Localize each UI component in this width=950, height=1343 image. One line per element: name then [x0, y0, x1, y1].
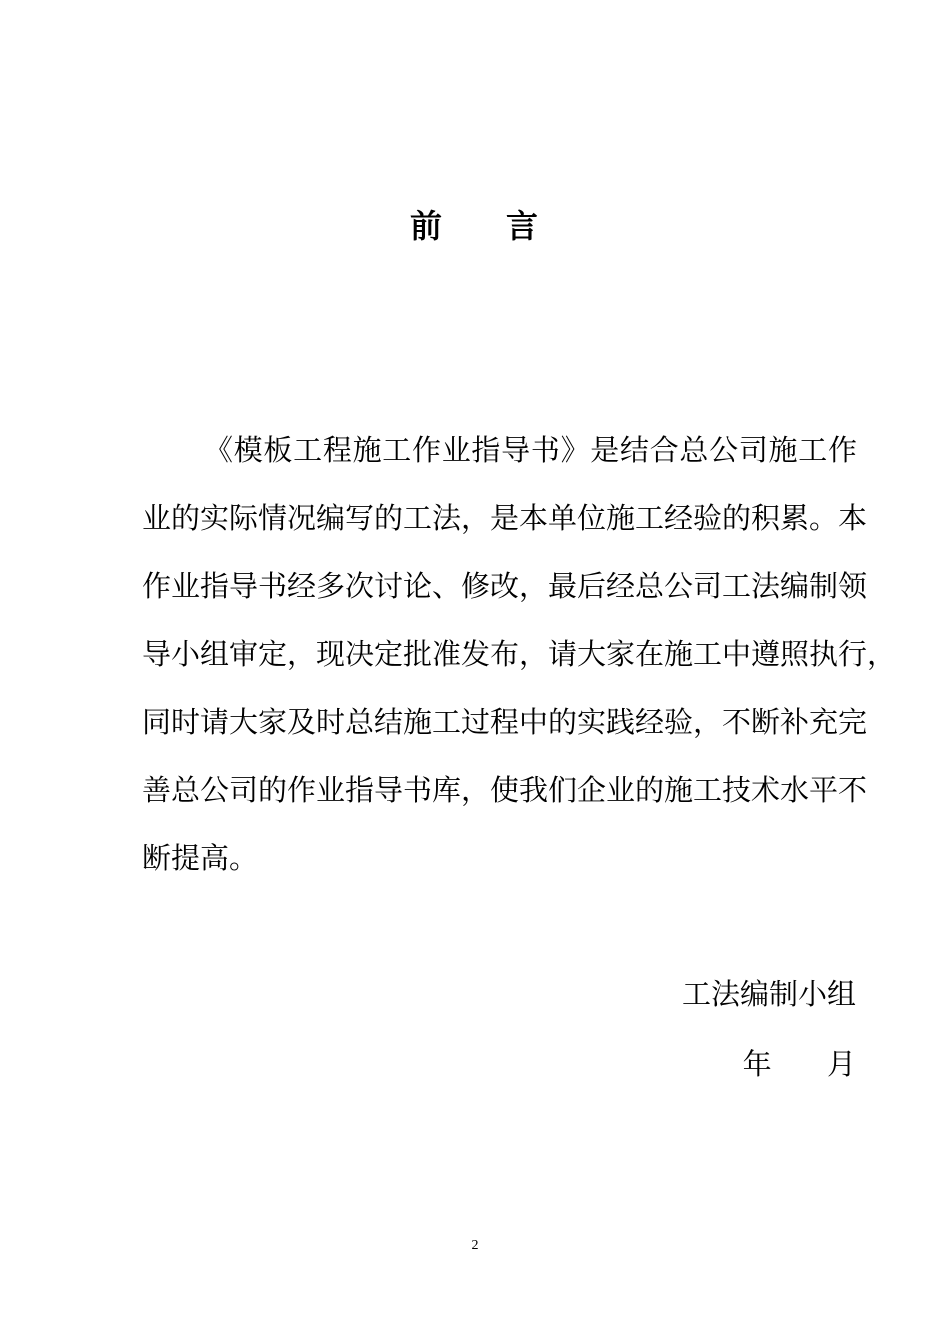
paragraph-line: 《模板工程施工作业指导书》是结合总公司施工作	[204, 433, 857, 467]
date-month: 月	[826, 1047, 856, 1081]
title-char-2: 言	[506, 207, 541, 245]
preface-paragraph	[142, 416, 897, 892]
paragraph-line: 业的实际情况编写的工法，是本单位施工经验的积累。本	[142, 501, 868, 535]
paragraph-line: 善总公司的作业指导书库，使我们企业的施工技术水平不	[142, 773, 868, 807]
date-year: 年	[742, 1047, 772, 1081]
title-char-1: 前	[409, 207, 444, 245]
paragraph-line: 作业指导书经多次讨论、修改，最后经总公司工法编制领	[142, 569, 868, 603]
date-line	[743, 1038, 856, 1090]
paragraph-line: 同时请大家及时总结施工过程中的实践经验，不断补充完	[142, 705, 868, 739]
signature: 工法编制小组	[681, 977, 856, 1011]
paragraph-line: 导小组审定，现决定批准发布，请大家在施工中遵照执行，	[142, 637, 897, 671]
page-number: 2	[471, 1238, 479, 1253]
page-title	[0, 200, 950, 252]
paragraph-line: 断提高。	[142, 841, 259, 875]
